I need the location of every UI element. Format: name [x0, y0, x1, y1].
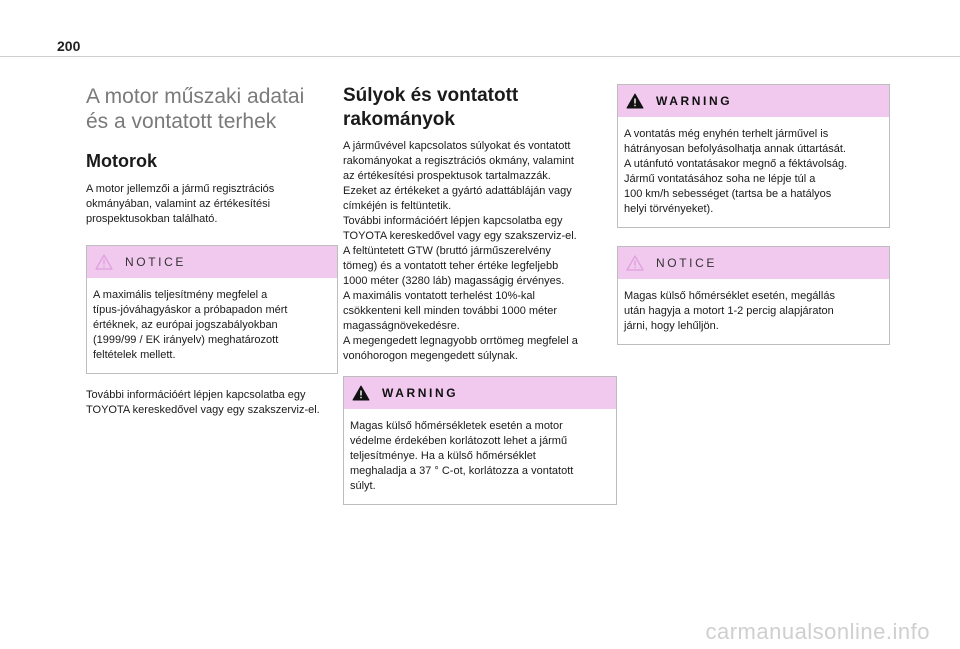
notice-box-engine-cooldown — [617, 246, 890, 345]
notice-triangle-icon — [626, 255, 644, 271]
warning-box-header — [344, 377, 616, 409]
column-towing-notes — [617, 84, 890, 345]
warning-triangle-icon — [626, 93, 644, 109]
dealer-contact-text: További információért lépjen kapcsolatba egy TOYOTA kereskedővel vagy egy szakszerviz-el. — [86, 389, 320, 416]
notice-label: NOTICE — [656, 256, 717, 270]
notice-box-max-power — [86, 245, 338, 374]
section-title-weights-line-2: rakományok — [343, 109, 455, 130]
page-title-line-1: A motor műszaki adatai — [86, 85, 305, 108]
engines-intro-text: A motor jellemzői a jármű regisztrációs okmányában, valamint az értékesítési prospektusokban található. — [86, 183, 275, 225]
page-number: 200 — [57, 38, 81, 54]
warning-box-high-temperature — [343, 376, 617, 505]
warning-box-header — [618, 85, 889, 117]
warning-label: WARNING — [656, 94, 733, 108]
notice-label: NOTICE — [125, 255, 186, 269]
column-weights — [343, 84, 617, 505]
section-title-weights — [343, 84, 617, 132]
notice-body-text: Magas külső hőmérséklet esetén, megállás után hagyja a motort 1-2 percig alapjáraton járni, hogy lehűljön. — [624, 290, 835, 332]
notice-box-header — [87, 246, 337, 278]
notice-body-text: A maximális teljesítmény megfelel a típus-jóváhagyáskor a próbapadon mért értéknek, az európai jogszabályokban (1999/99 / EK irányelv) meghatározott feltételek mellett. — [93, 289, 288, 361]
warning-label: WARNING — [382, 386, 459, 400]
page-title — [86, 84, 338, 134]
header-divider — [0, 56, 960, 57]
watermark: carmanualsonline.info — [705, 619, 930, 644]
notice-triangle-icon — [95, 254, 113, 270]
notice-box-header — [618, 247, 889, 279]
weights-body-text: A járművével kapcsolatos súlyokat és vontatott rakományokat a regisztrációs okmány, valamint az értékesítési prospektusok tartalmazzák. Ezeket az értékeket a gyártó adattábláján vagy címkéjén is feltüntetik. További információért lépjen kapcsolatba egy TOYOTA kereskedővel vagy egy szakszerviz-el. A feltüntetett GTW (bruttó járműszerelvény tömeg) és a vontatott teher értéke legfeljebb 1000 méter (3280 láb) magasságig érvényes. A maximális vontatott terhelést 10%-kal csökkenteni kell minden további 1000 méter magasságnövekedésre. A megengedett legnagyobb orrtömeg megfelel a vonóhorogon megengedett súlynak. — [343, 140, 578, 362]
warning-triangle-icon — [352, 385, 370, 401]
page-title-line-2: és a vontatott terhek — [86, 110, 277, 133]
warning-box-towing — [617, 84, 890, 228]
column-engine — [86, 84, 338, 418]
section-title-weights-line-1: Súlyok és vontatott — [343, 85, 519, 106]
section-title-engines: Motorok — [86, 151, 157, 171]
warning-body-text: A vontatás még enyhén terhelt járművel is hátrányosan befolyásolhatja annak úttartását. A utánfutó vontatásakor megnő a féktávolság. Jármű vontatásához soha ne lépje túl a 100 km/h sebességet (tartsa be a hatályos helyi törvényeket). — [624, 128, 848, 215]
warning-body-text: Magas külső hőmérsékletek esetén a motor védelme érdekében korlátozott lehet a jármű teljesítménye. Ha a külső hőmérséklet meghaladja a 37 ° C-ot, korlátozza a vontatott súlyt. — [350, 420, 574, 492]
